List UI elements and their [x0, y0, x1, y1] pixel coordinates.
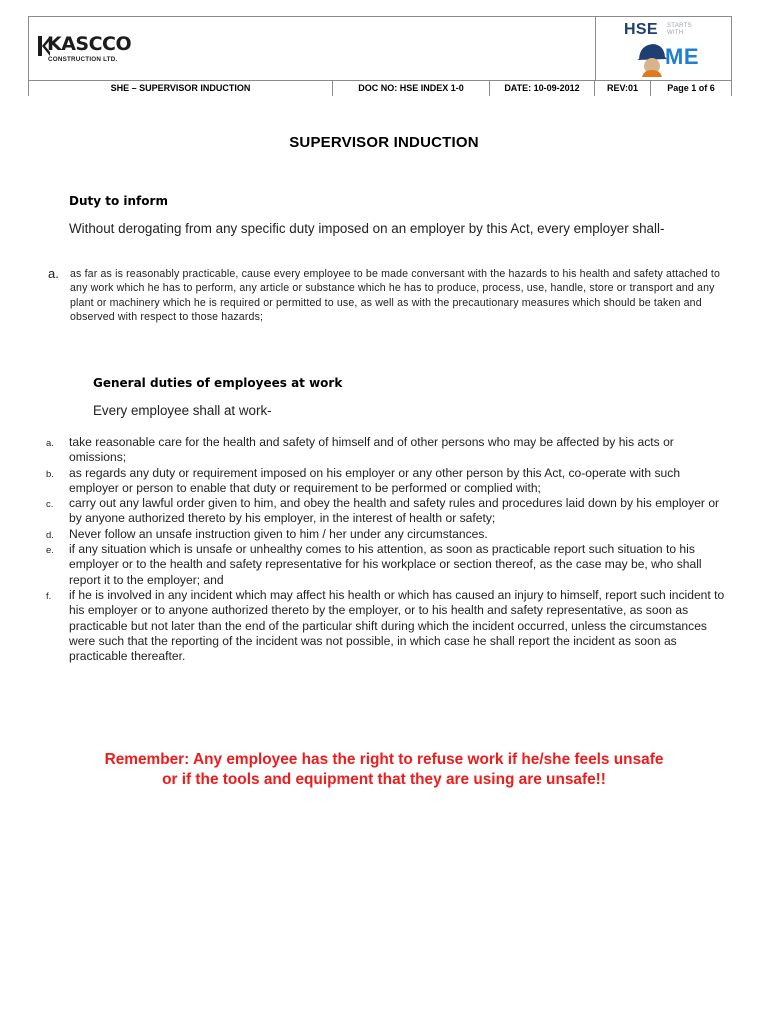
- list-item-text: Never follow an unsafe instruction given to him / her under any circumstances.: [69, 526, 488, 541]
- duty-intro-text: Without derogating from any specific duty imposed on an employer by this Act, every employer shall-: [69, 221, 665, 236]
- company-subtitle: CONSTRUCTION LTD.: [48, 56, 118, 63]
- list-item-marker: c.: [46, 499, 54, 511]
- list-item-marker: f.: [46, 590, 52, 602]
- company-logo-area: [29, 17, 596, 80]
- kascco-logo: [37, 33, 132, 71]
- hse-logo-starts-with: [667, 23, 692, 37]
- list-item: [46, 466, 726, 497]
- hse-starts-with-me-logo: [595, 17, 731, 80]
- list-item-marker: d.: [46, 529, 54, 541]
- general-duties-intro: Every employee shall at work-: [93, 403, 272, 418]
- duty-item-marker: a.: [48, 266, 59, 281]
- duty-item-text: as far as is reasonably practicable, cause every employee to be made conversant with the hazards to his health and safety attached to any work which he has to perform, any article or substance which he has to produce, process, use, handle, store or transport and any plant or machinery which he is required or permitted to use, as well as with the precautionary measures which should be taken and observed with respect to those hazards;: [70, 268, 721, 323]
- remember-line-2: or if the tools and equipment that they are using are unsafe!!: [162, 771, 606, 788]
- document-meta-row: [29, 80, 731, 96]
- meta-page: Page 1 of 6: [667, 83, 715, 93]
- list-item: [46, 527, 726, 542]
- remember-notice: [0, 750, 768, 790]
- list-item: [46, 496, 726, 527]
- list-item-text: if he is involved in any incident which may affect his health or which has caused an injury to himself, report such incident to his employer or to anyone authorized thereto by the employer, or to his health and safety representative, as soon as practicable but not later than the end of the particular shift during which the incident occurred, unless the circumstances were such that the reporting of the incident was not possible, in which case he shall report the incident as soon as practicable thereafter.: [69, 587, 725, 664]
- document-header: [28, 16, 732, 96]
- list-item-text: take reasonable care for the health and safety of himself and of other persons who may be affected by his acts or omissions;: [69, 435, 674, 465]
- meta-rev: REV:01: [595, 81, 651, 96]
- document-title: SUPERVISOR INDUCTION: [289, 134, 479, 151]
- hard-hat-worker-icon: [635, 39, 669, 77]
- remember-line-1: Remember: Any employee has the right to refuse work if he/she feels unsafe: [104, 751, 664, 768]
- employee-duties-list: [46, 435, 726, 664]
- list-item-marker: a.: [46, 438, 54, 449]
- general-duties-heading: General duties of employees at work: [93, 376, 343, 390]
- hse-logo-me: ME: [665, 44, 699, 69]
- list-item-marker: b.: [46, 468, 54, 480]
- hse-logo-starts: STARTS: [667, 23, 692, 29]
- meta-doc-no: DOC NO: HSE INDEX 1-0: [333, 81, 490, 96]
- duty-to-inform-heading: Duty to inform: [69, 194, 168, 208]
- list-item: [46, 542, 726, 588]
- list-item: [46, 588, 726, 664]
- list-item-marker: e.: [46, 545, 54, 557]
- meta-date: DATE: 10-09-2012: [490, 81, 595, 96]
- meta-section: SHE – SUPERVISOR INDUCTION: [29, 81, 333, 96]
- list-item-text: if any situation which is unsafe or unhealthy comes to his attention, as soon as practicable report such situation to his employer or to the health and safety representative for his workplace or section thereof, as the case may be, who shall report it to the employer; and: [69, 542, 702, 587]
- list-item-text: as regards any duty or requirement imposed on his employer or any other person by this Act, co-operate with such employer or person to enable that duty or requirement to be performed or complied with;: [69, 465, 681, 495]
- hse-logo-with: WITH: [667, 30, 684, 36]
- list-item-text: carry out any lawful order given to him, and obey the health and safety rules and procedures laid down by his employer or by anyone authorized thereto by his employer, in the interest of health or safety;: [69, 496, 720, 526]
- company-name: KASCCO: [47, 33, 132, 55]
- hse-logo-text: HSE: [624, 21, 658, 38]
- list-item: [46, 435, 726, 466]
